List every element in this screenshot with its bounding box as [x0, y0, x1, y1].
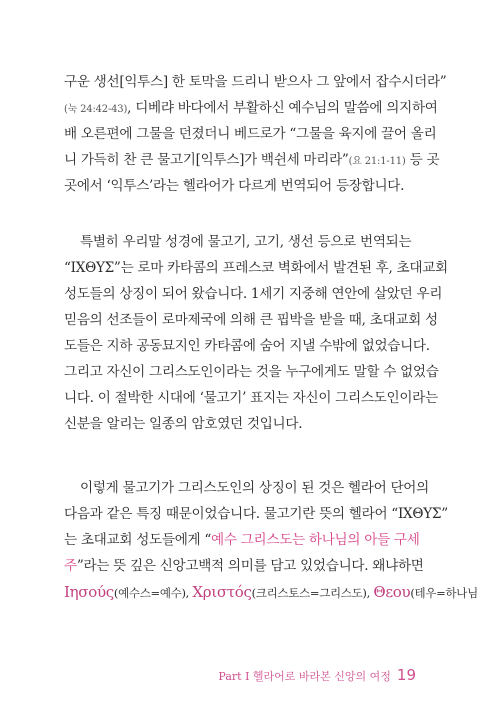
greek-word-christos: Χριστός	[192, 583, 252, 601]
gloss-3: (테우=하나님	[410, 586, 478, 600]
para1-line5: 곳에서 ‘익투스’라는 헬라어가 다르게 번역되어 등장합니다.	[64, 178, 405, 194]
para1-line4	[64, 150, 440, 172]
greek-word-theou: Θεου	[373, 583, 411, 601]
para1-line2-text: , 디베랴 바다에서 부활하신 예수님의 말씀에 의지하여	[127, 100, 438, 116]
bible-ref: (눅 24:42-43)	[64, 104, 128, 115]
bible-ref: (요 21:1-11)	[348, 156, 406, 167]
para2-line4: 믿음의 선조들이 로마제국에 의해 큰 핍박을 받을 때, 초대교회 성	[64, 312, 438, 328]
para2-line5: 도들은 지하 공동묘지인 카타콤에 숨어 지낼 수밖에 없었습니다.	[64, 338, 430, 354]
gloss-2: (크리스토스=그리스도),	[251, 586, 374, 600]
greek-word-iesous: Ιησούς	[64, 583, 114, 601]
running-header: Part I 헬라어로 바라본 신앙의 여정	[218, 670, 391, 683]
para2-line7: 니다. 이 절박한 시대에 ‘물고기’ 표지는 자신이 그리스도인이라는	[64, 390, 438, 406]
para1-line4-end: 등 곳	[405, 152, 440, 168]
page-footer	[218, 666, 416, 684]
confession-highlight-end: 주	[64, 558, 77, 574]
para2-line1: 특별히 우리말 성경에 물고기, 고기, 생선 등으로 번역되는	[80, 234, 412, 250]
page-number: 19	[396, 666, 416, 684]
para1-line1: 구운 생선[익투스] 한 토막을 드리니 받으사 그 앞에서 잡수시더라”	[64, 74, 447, 90]
para3-line5	[64, 582, 478, 603]
para2-line8: 신분을 알리는 일종의 암호였던 것입니다.	[64, 416, 303, 432]
para3-line2: 다음과 같은 특징 때문이었습니다. 물고기란 뜻의 헬라어 “ΙΧΘΥΣ”	[64, 506, 448, 522]
para3-line4	[64, 556, 424, 576]
confession-highlight: 예수 그리스도는 하나님의 아들 구세	[211, 532, 420, 548]
para3-line3-text: 는 초대교회 성도들에게 “	[64, 532, 212, 548]
para3-line1: 이렇게 물고기가 그리스도인의 상징이 된 것은 헬라어 단어의	[80, 480, 429, 496]
para1-line2	[64, 98, 438, 120]
para2-line2: “ΙΧΘΥΣ”는 로마 카타콤의 프레스코 벽화에서 발견된 후, 초대교회	[64, 260, 448, 276]
para1-line3: 배 오른편에 그물을 던졌더니 베드로가 “그물을 육지에 끌어 올리	[64, 126, 437, 142]
para1-line4-text: 니 가득히 찬 큰 물고기[익투스]가 백쉰세 마리라”	[64, 152, 349, 168]
para3-line3	[64, 530, 420, 550]
gloss-1: (예수스=예수),	[113, 586, 193, 600]
para2-line6: 그리고 자신이 그리스도인이라는 것을 누구에게도 말할 수 없었습	[64, 364, 439, 380]
para2-line3: 성도들의 상징이 되어 왔습니다. 1세기 지중해 연안에 살았던 우리	[64, 286, 443, 302]
para3-line4-text: ”라는 뜻 깊은 신앙고백적 의미를 담고 있었습니다. 왜냐하면	[76, 558, 424, 574]
